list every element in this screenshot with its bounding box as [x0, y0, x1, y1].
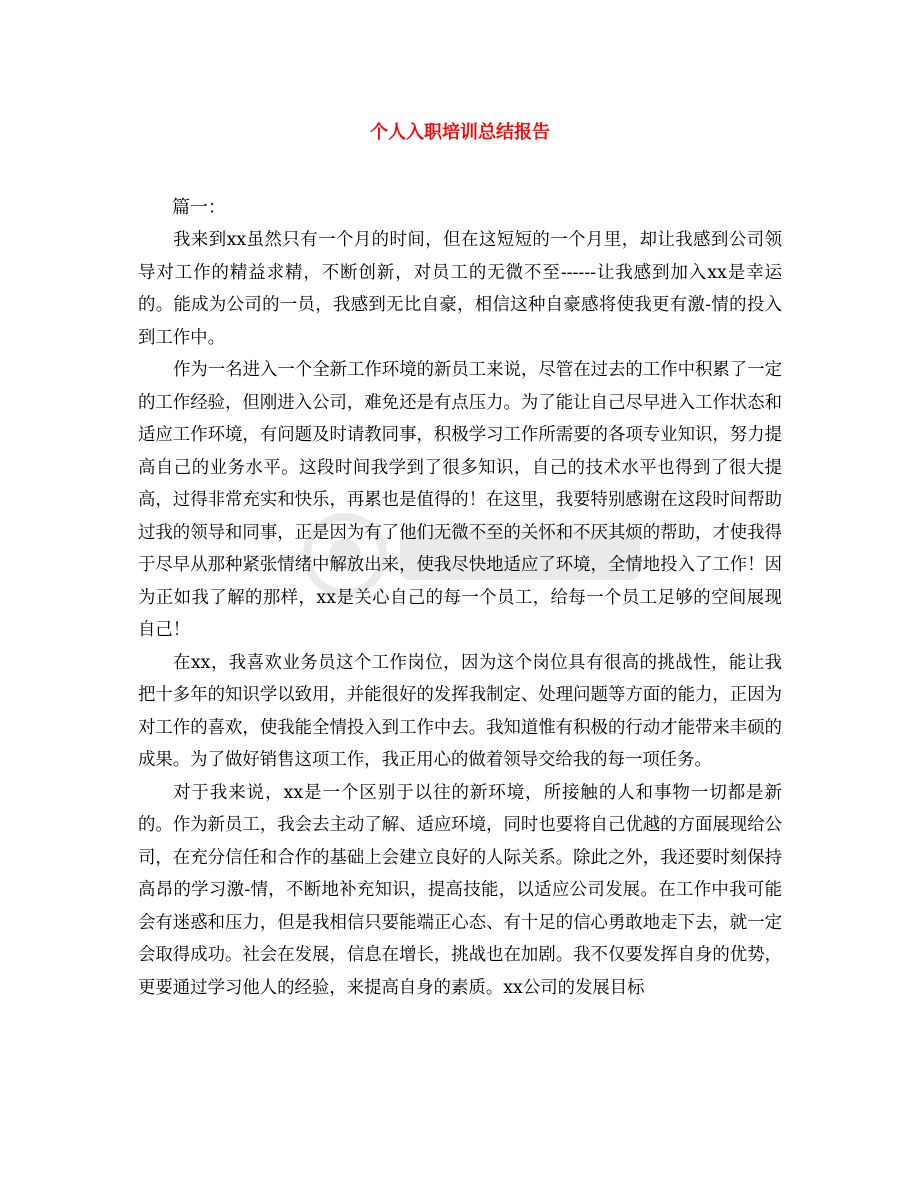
paragraph: 在xx，我喜欢业务员这个工作岗位，因为这个岗位具有很高的挑战性，能让我把十多年的知识学以致用，并能很好的发挥我制定、处理问题等方面的能力，正因为对工作的喜欢，使我能全情投入到工作中去。我知道惟有积极的行动才能带来丰硕的成果。为了做好销售这项工作，我正用心的做着领导交给我的每一项任务。	[138, 652, 782, 770]
document-title: 个人入职培训总结报告	[370, 122, 550, 143]
paragraph: 对于我来说，xx是一个区别于以往的新环境，所接触的人和事物一切都是新的。作为新员工，我会去主动了解、适应环境，同时也要将自己优越的方面展现给公司，在充分信任和合作的基础上会建立良好的人际关系。除此之外，我还要时刻保持高昂的学习激-情，不断地补充知识，提高技能，以适应公司发展。在工作中我可能会有迷惑和压力，但是我相信只要能端正心态、有十足的信心勇敢地走下去，就一定会取得成功。社会在发展，信息在增长，挑战也在加剧。我不仅要发挥自身的优势，更要通过学习他人的经验，来提高自身的素质。xx公司的发展目标	[138, 782, 782, 998]
paragraph: 作为一名进入一个全新工作环境的新员工来说，尽管在过去的工作中积累了一定的工作经验，但刚进入公司，难免还是有点压力。为了能让自己尽早进入工作状态和适应工作环境，有问题及时请教同事，积极学习工作所需要的各项专业知识，努力提高自己的业务水平。这段时间我学到了很多知识，自己的技术水平也得到了很大提高，过得非常充实和快乐，再累也是值得的！在这里，我要特别感谢在这段时间帮助过我的领导和同事，正是因为有了他们无微不至的关怀和不厌其烦的帮助，才使我得于尽早从那种紧张情绪中解放出来，使我尽快地适应了环境，全情地投入了工作！因为正如我了解的那样，xx是关心自己的每一个员工，给每一个员工足够的空间展现自己！	[138, 360, 782, 640]
document-body	[138, 192, 782, 1004]
paragraph: 我来到xx虽然只有一个月的时间，但在这短短的一个月里，却让我感到公司领导对工作的精益求精，不断创新，对员工的无微不至------让我感到加入xx是幸运的。能成为公司的一员，我感到无比自豪，相信这种自豪感将使我更有激-情的投入到工作中。	[138, 230, 782, 348]
section-heading: 篇一：	[172, 197, 226, 218]
